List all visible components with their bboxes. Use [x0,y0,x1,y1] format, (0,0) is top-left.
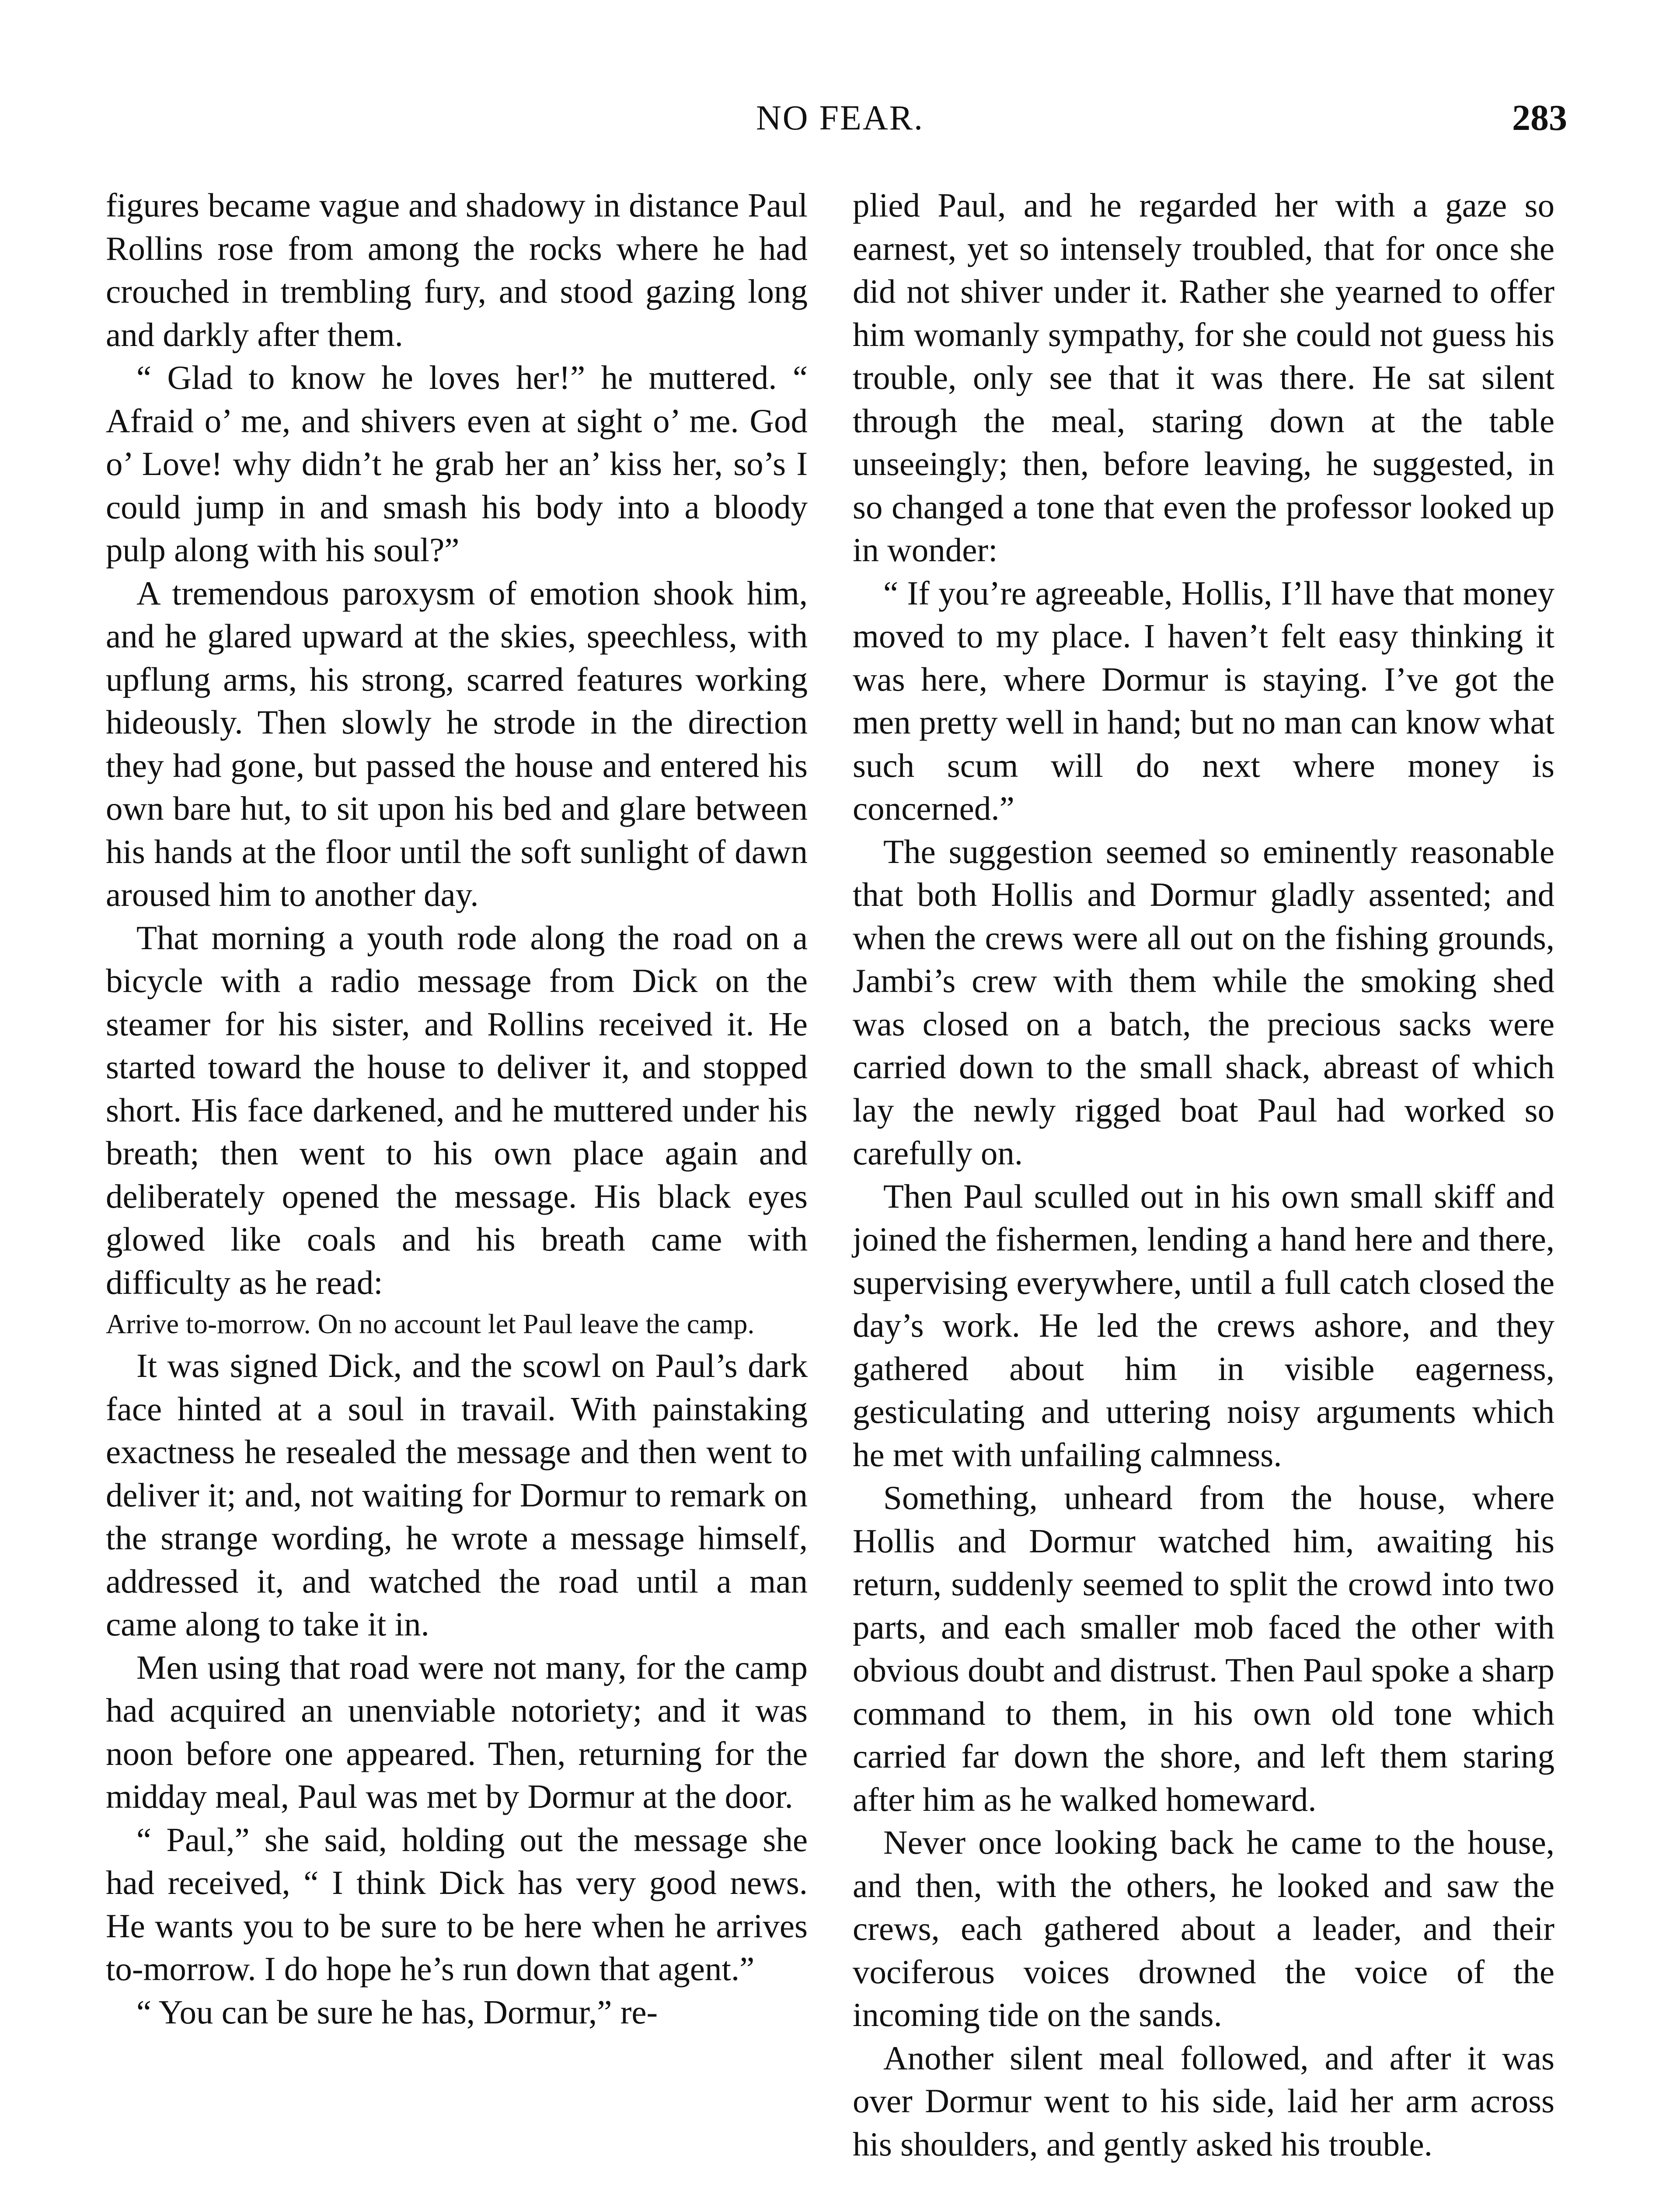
page-number: 283 [1512,98,1567,138]
paragraph: figures became vague and shadowy in distance Paul Rollins rose from among the rocks where he had crouched in trembling fury, and stood gazing long and darkly after them. [106,186,808,353]
quoted-message: Arrive to-morrow. On no account let Paul leave the camp. [106,1308,755,1339]
paragraph: plied Paul, and he regarded her with a gaze so earnest, yet so intensely troubled, that for once she did not shiver under it. Rather she yearned to offer him womanly sympathy, for she could not guess his trouble, only see that it was there. He sat silent through the meal, staring down at the table unseeingly; then, before leaving, he suggested, in so changed a tone that even the professor looked up in wonder: [853,186,1555,569]
running-title: NO FEAR. [756,99,924,137]
paragraph: Something, unheard from the house, where Hollis and Dormur watched him, awaiting his return, suddenly seemed to split the crowd into two parts, and each smaller mob faced the other with obvious doubt and distrust. Then Paul spoke a sharp command to them, in his own old tone which carried far down the shore, and left them staring after him as he walked homeward. [853,1479,1555,1818]
paragraph: Never once looking back he came to the house, and then, with the others, he looked and saw the crews, each gathered about a leader, and their vociferous voices drowned the voice of the incoming tide on the sands. [853,1824,1555,2033]
paragraph: “ If you’re agreeable, Hollis, I’ll have that money moved to my place. I haven’t felt easy thinking it was here, where Dormur is staying. I’ve got the men pretty well in hand; but no man can know what such scum will do next where money is concerned.” [853,574,1555,827]
paragraph: Another silent meal followed, and after it was over Dormur went to his side, laid her arm across his shoulders, and gently asked his trouble. [853,2039,1555,2163]
paragraph: The suggestion seemed so eminently reasonable that both Hollis and Dormur gladly assented; and when the crews were all out on the fishing grounds, Jambi’s crew with them while the smoking shed was closed on a batch, the precious sacks were carried down to the small shack, abreast of which lay the newly rigged boat Paul had worked so carefully on. [853,832,1555,1172]
paragraph: It was signed Dick, and the scowl on Paul’s dark face hinted at a soul in travail. With painstaking exactness he resealed the message and then went to deliver it; and, not waiting for Dormur to remark on the strange wording, he wrote a message himself, addressed it, and watched the road until a man came along to take it in. [106,1347,808,1643]
right-column [853,184,1555,2166]
paragraph: “ You can be sure he has, Dormur,” re- [136,1993,658,2031]
paragraph: Men using that road were not many, for the camp had acquired an unenviable notoriety; and it was noon before one appeared. Then, returning for the midday meal, Paul was met by Dormur at the door. [106,1648,808,1815]
page-header [0,94,1680,142]
paragraph: A tremendous paroxysm of emotion shook him, and he glared upward at the skies, speechless, with upflung arms, his strong, scarred features working hideously. Then slowly he strode in the direction they had gone, but passed the house and entered his own bare hut, to sit upon his bed and glare between his hands at the floor until the soft sunlight of dawn aroused him to another day. [106,574,808,913]
left-column [106,184,808,2033]
paragraph: Then Paul sculled out in his own small skiff and joined the fishermen, lending a hand here and there, supervising everywhere, until a full catch closed the day’s work. He led the crews ashore, and they gathered about him in visible eagerness, gesticulating and uttering noisy arguments which he met with unfailing calmness. [853,1177,1555,1474]
paragraph: “ Glad to know he loves her!” he muttered. “ Afraid o’ me, and shivers even at sight o’ me. God o’ Love! why didn’t he grab her an’ kiss her, so’s I could jump in and smash his body into a bloody pulp along with his soul?” [106,359,808,569]
paragraph: “ Paul,” she said, holding out the message she had received, “ I think Dick has very good news. He wants you to be sure to be here when he arrives to-morrow. I do hope he’s run down that agent.” [106,1820,808,1988]
paragraph: That morning a youth rode along the road on a bicycle with a radio message from Dick on the steamer for his sister, and Rollins received it. He started toward the house to deliver it, and stopped short. His face darkened, and he muttered under his breath; then went to his own place again and deliberately opened the message. His black eyes glowed like coals and his breath came with difficulty as he read: [106,919,808,1301]
